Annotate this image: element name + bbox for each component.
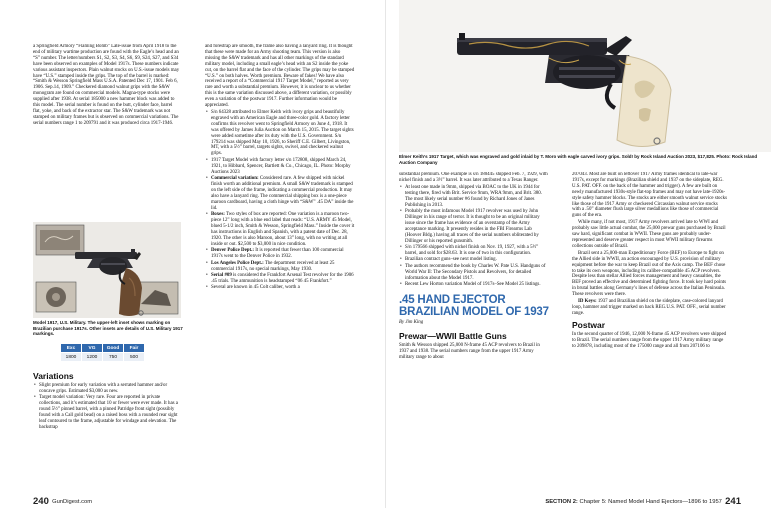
list-item: • Brazilian contract guns–see next model listing. <box>399 257 549 263</box>
bullet-list <box>399 185 549 288</box>
section-label: SECTION 2: <box>545 499 578 505</box>
body-paragraph: a Springfield Armory “Flaming Bomb” Late-issue from April 1918 to the end of military wartime production are found with the Eagle’s head and an “S” number. The letter/numbers S1, S2, S3, S4, S6, S9, S24, S27, and S34 have been observed on examples of Model 1917s. These numbers indicate various assistant inspectors. Plain walnut stocks on U.S.-issue models may have “U.S.” stamped inside the grips. The top of the barrel is marked: “Smith & Wesson Springfield Mass U.S.A. Patented Dec 17, 1901. Feb 6, 1906. Sep.14, 1909.” Checkered diamond walnut grips with the S&W monogram are found on commercial models. Magna-type stocks were supplied after 1938. At serial 185000 a new hammer block was added to this model. The serial number is found on the butt, cylinder face, barrel flat, yoke, and back of the extractor star. The S&W trademark was not stamped on military frames but is observed on commercial variations. The serial numbers range 1 to 209791 and it was produced circa 1917-1946. <box>33 44 180 126</box>
subheading: Postwar <box>572 319 606 330</box>
photo-caption: Model 1917, U.S. Military. The upper-left inset shows marking on Brazilian purchase 1917s. Other insets are details of U.S. Military 1917 markings. <box>33 320 183 336</box>
chapter-label: Chapter 5: Named Model Hand Ejectors—1896 to 1957 <box>577 499 722 505</box>
list-item: • S/n 64328 attributed to Elmer Keith with ivory grips and beautifully engraved with an American Eagle and three-color gold. A factory letter confirms this revolver went to Springfield Armory on June 4, 1918. It was offered by James Julia Auction on March 15, 2015. The target sights were added sometime after its duty with the U.S. Government. S/n 179214 was shipped May 10, 1926, to Sheriff C.E. Gilbert, Livingston, MT, with a 5½” barrel, targets sights, swivel, and checkered walnut grips. <box>205 110 355 157</box>
right-column-2-text <box>572 172 727 494</box>
list-item: • Recent Lew Horton variation Model of 1917s–See Model 25 listings. <box>399 282 549 288</box>
model-1917-photo <box>33 222 181 318</box>
list-item: • Target model variation: Very rare. Four are reported in private collections, and it’s estimated that 10 or fewer were ever made. It has a round 5½” pinned barrel, with a pinned Patridge front sight (possibly found with a Call gold bead) on a raised boss with a rounded rear sight leaf contoured to the frame, adjustable for windage and elevation. The backstrap <box>33 395 181 430</box>
list-item: • S/n 179566 shipped with nickel finish on Nov. 19, 1927, with a 5½” barrel, and sold for $28.63. It is one of two in this configuration. <box>399 245 549 257</box>
values-header-cell: Exc <box>61 344 82 353</box>
variations-list <box>33 383 181 431</box>
values-cell: 500 <box>124 353 145 362</box>
values-cell: 750 <box>103 353 124 362</box>
left-folio <box>33 498 92 506</box>
variations-heading: Variations <box>33 371 74 381</box>
left-column-1-variations <box>33 368 181 494</box>
list-item: • Probably the most infamous Model 1917 revolver was used by John Dillinger in his range of terror. It is thought to be an original military issue since the frame has evidence of an overstamp of the Army acceptance marking. It presently resides in the FBI Firearms Lab (Hoover Bldg.) having all traces of the serial numbers obliterated by Dillinger or his reported gunsmith. <box>399 209 549 244</box>
body-paragraph: substantial premium. One example is s/n 180445 shipped Feb. 7, 1929, with nickel finish and a 3½” barrel. It was later attributed to a Texas Ranger. <box>399 172 548 183</box>
subheading: Prewar—WWII Battle Guns <box>399 331 507 342</box>
byline: By Jim King <box>399 320 424 326</box>
values-cell: 1800 <box>61 353 82 362</box>
values-cell: 1200 <box>82 353 103 362</box>
body-paragraph: 207043. Most are built on leftover 1917 Army frames identical to late-war 1917s, except for markings (Brazilian shield and 1937 on the sideplate, REG. U.S. PAT. OFF. on the back of the hammer and trigger). A few are built on newly manufactured 1930s-style flat-top frames and may not have late-1920s-style safety hammer blocks. The stocks are either smooth walnut service stocks like those of the 1917 Army or checkered Circassian walnut service stocks with a .50” diameter flush large silver medallions like those of commercial guns of the era. <box>572 172 727 219</box>
list-item: • 1917 Target Model with factory letter s/n 172808, shipped March 24, 1921, to Hibbard, Spencer, Bartlett & Co., Chicago, IL. Photo: Morphy Auctions 2023 <box>205 158 355 176</box>
values-table <box>60 343 145 362</box>
body-paragraph: In the second quarter of 1946, 12,000 N-frame 45 ACP revolvers were shipped to Brazil. The serial numbers range from the upper 1917 Army military range to 209878, including most of the 175000 range and all from 207106 to <box>572 331 727 349</box>
section-title: .45 HAND EJECTOR BRAZILIAN MODEL OF 1937 <box>399 294 549 319</box>
left-column-2-text <box>205 44 355 494</box>
list-item: • The authors recommend the book by Charles W. Pate U.S. Handguns of World War II: The Secondary Pistols and Revolvers, for detailed information about the Model 1917. <box>399 264 549 282</box>
left-page <box>0 0 385 508</box>
values-header-cell: VG <box>82 344 103 353</box>
body-paragraph: While many, if not most, 1917 Army revolvers arrived late to WWI and probably saw little actual combat, the 25,000 prewar guns purchased by Brazil saw hard, significant combat in WWII. These guns are probably under-represented and deserve greater respect in most WWII military firearms collections outside of Brazil. <box>572 220 726 249</box>
list-item: • Boxes: Two styles of box are reported: One variation is a maroon two-piece 12” long with a blue end label that reads: “U.S. ARMY 45 Model, blued 5-1/2 inch, Smith & Wesson, Springfield Mass.” Inside the cover it has instructions in English and Spanish, with a patent date of Dec. 28, 1920. The other is also Maroon, about 13” long, with no writing at all inside or out. $2,500 to $3,000 in nice condition. <box>205 212 355 247</box>
body-paragraph: Brazil sent a 25,000-man Expeditionary Force (BEF) to Europe to fight on the Allied side in WWII, an action encouraged by U.S. provision of military equipment before the war to keep Brazil out of the Axis camp. The BEF chose to take its own weapons, including its caliber-compatible 45 ACP revolvers. Despite less than stellar Allied forces management and heavy casualties, the BEF proved an effective and determined fighting force. It took key hard points in brutal battles along Germany’s lines of defense across the Italian Peninsula. These revolvers were there. <box>572 250 727 298</box>
page-number: 240 <box>33 496 49 507</box>
list-item: • Serial #09 is considered the Frankfort Arsenal Test revolver for the 1906 .45 trials. The ammunition is headstamped “06 45 Frankfort.” <box>205 273 355 285</box>
values-table-header-row <box>61 344 145 353</box>
left-column-1-text <box>33 44 181 218</box>
page-number: 241 <box>725 496 741 507</box>
list-item: • Several are known in 45 Colt caliber, worth a <box>205 285 355 291</box>
right-page <box>386 0 771 508</box>
values-header-cell: Fair <box>124 344 145 353</box>
list-item: • Slight premium for early variation with a serrated hammer and/or concave grips. Estimated $3,000 as new. <box>33 383 181 395</box>
list-item: • At least one made in 9mm, shipped via BOAC to the UK in 1944 for testing there, fired with Brit. Service 9mm, WRA 9mm, and Brit. 380. The most likely serial number #6 found by Richard Jones of Janes Publishing in 2013. <box>399 185 549 209</box>
bullet-list <box>205 110 355 291</box>
site-name: GunDigest.com <box>52 499 93 505</box>
values-table-row <box>61 353 145 362</box>
id-keys-paragraph: ID Keys: 1937 and Brazilian shield on the sideplate, case-colored lanyard loop, hammer and trigger marked on back REG.U.S. PAT. OFF., serial number range. <box>572 299 726 316</box>
list-item: • Commercial variation: Considered rare. A few shipped with nickel finish worth an additional premium. A small S&W trademark is stamped on the left side of the frame, indicating a commercial production. It may also have a lanyard ring. The commercial shipping box is a one-piece maroon cardboard, having a cloth hinge with “S&W” .45 DA” inside the lid. <box>205 176 355 211</box>
body-paragraph: Smith & Wesson shipped 25,000 N-frame 45 ACP revolvers to Brazil in 1937 and 1938. The serial numbers range from the upper 1917 Army military range to about <box>399 343 540 360</box>
photo-caption: Elmer Keith’s 1917 Target, which was engraved and gold inlaid by T. Moro with eagle carved ivory grips. Sold! by Rock Island Auction 2023, $17,825. Photo: Rock Island Auction Company <box>399 154 758 165</box>
right-folio <box>545 498 741 506</box>
values-header-cell: Good <box>103 344 124 353</box>
right-column-1-text <box>399 172 549 494</box>
list-item: • Denver Police Dept.: It is reported that fewer than 100 commercial 1917s went to the Denver Police in 1932. <box>205 248 355 260</box>
engraved-revolver-photo <box>399 0 771 152</box>
body-paragraph: and forestrap are smooth, the frame also having a lanyard ring. It is thought that these were made for an Army shooting team. This version is also missing the S&W trademark and has all other markings of the standard military model, including a small eagle’s head with an S2 inside the yoke cut, on the barrel flat and the face of the cylinder. The grips may be stamped “U.S.” on both halves. Worth premium. Beware of fakes! We have also received a report of a “Commercial 1917 Target Model,” reported as very rare and worth a substantial premium. However, it is unclear to us whether this is the same variation discussed above, a different variation, or possibly even a variation of the postwar 1917. Further information would be appreciated. <box>205 44 355 109</box>
list-item: • Los Angeles Police Dept.: The department received at least 25 commercial 1917s, no special markings, May 1930. <box>205 261 355 273</box>
